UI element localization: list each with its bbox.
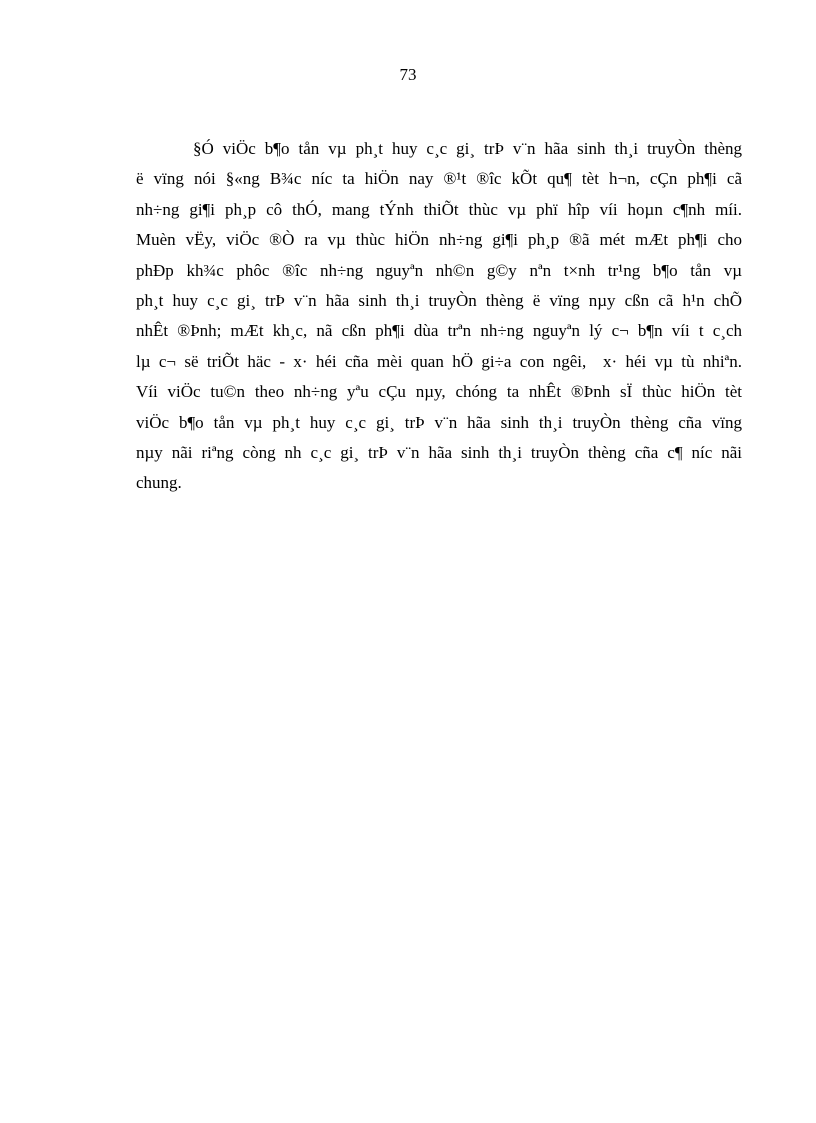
paragraph-line: lµ c¬ së triÕt häc - x· héi cña mèi quan hÖ gi÷a con ngêi, x· héi vµ tù nhiªn. xyxy=(136,351,742,371)
paragraph-line: viÖc b¶o tån vµ ph¸t huy c¸c gi¸ trÞ v¨n hãa sinh th¸i truyÒn thèng cña vïng xyxy=(136,412,742,432)
paragraph-line: phÐp kh¾c phôc ®îc nh÷ng nguyªn nh©n g©y nªn t×nh tr¹ng b¶o tån vµ xyxy=(136,260,742,280)
paragraph-line: ë vïng nói §«ng B¾c níc ta hiÖn nay ®¹t ®îc kÕt qu¶ tèt h¬n, cÇn ph¶i cã xyxy=(136,169,742,189)
paragraph-line: nµy nãi riªng còng nh c¸c gi¸ trÞ v¨n hãa sinh th¸i truyÒn thèng cña c¶ níc nãi xyxy=(136,442,742,462)
body-paragraph xyxy=(136,134,742,499)
paragraph-line: Muèn vËy, viÖc ®Ò ra vµ thùc hiÖn nh÷ng gi¶i ph¸p ®ã mét mÆt ph¶i cho xyxy=(136,230,742,250)
paragraph-line: §Ó viÖc b¶o tån vµ ph¸t huy c¸c gi¸ trÞ v¨n hãa sinh th¸i truyÒn thèng xyxy=(193,139,742,158)
paragraph-line: chung. xyxy=(136,473,182,493)
paragraph-line: ph¸t huy c¸c gi¸ trÞ v¨n hãa sinh th¸i truyÒn thèng ë vïng nµy cßn cã h¹n chÕ xyxy=(136,290,742,310)
paragraph-line: Víi viÖc tu©n theo nh÷ng yªu cÇu nµy, chóng ta nhÊt ®Þnh sÏ thùc hiÖn tèt xyxy=(136,382,742,402)
page-number: 73 xyxy=(399,65,417,84)
paragraph-line: nhÊt ®Þnh; mÆt kh¸c, nã cßn ph¶i dùa trªn nh÷ng nguyªn lý c¬ b¶n víi t c¸ch xyxy=(136,321,742,341)
paragraph-line: nh÷ng gi¶i ph¸p cô thÓ, mang tÝnh thiÕt thùc vµ phï hîp víi hoµn c¶nh míi. xyxy=(136,199,742,219)
